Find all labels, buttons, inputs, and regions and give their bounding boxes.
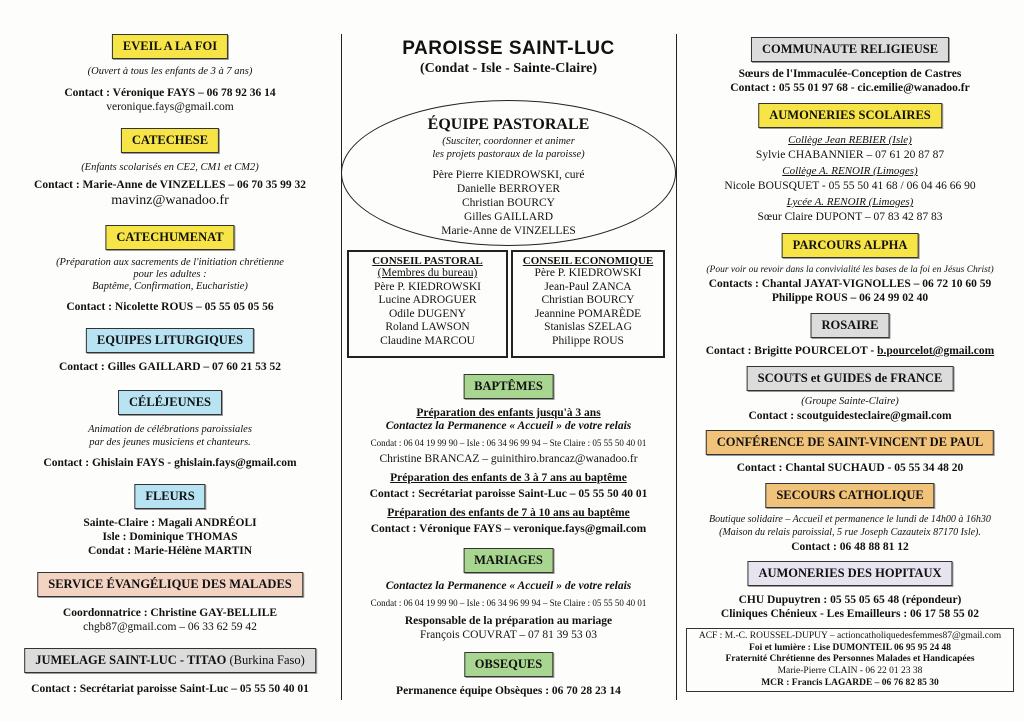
page-title: PAROISSE SAINT-LUC bbox=[402, 38, 615, 59]
catechese-note: (Enfants scolarisés en CE2, CM1 et CM2) bbox=[81, 162, 259, 173]
secours-line-1: Boutique solidaire – Accueil et permanence le lundi de 14h00 à 16h30 bbox=[709, 514, 991, 525]
aumoneries-school-1: Collège Jean REBIER (Isle) bbox=[788, 134, 912, 146]
catechumenat-heading: CATECHUMENAT bbox=[105, 225, 234, 250]
vincent-contact: Contact : Chantal SUCHAUD - 05 55 34 48 20 bbox=[736, 462, 964, 474]
baptemes-line-1: Contactez la Permanence « Accueil » de votre relais bbox=[385, 420, 632, 432]
conseil-pastoral-member: Roland LAWSON bbox=[385, 321, 470, 333]
liturgiques-contact: Contact : Gilles GAILLARD – 07 60 21 53 52 bbox=[58, 361, 281, 373]
conseil-eco-member: Stanislas SZELAG bbox=[544, 321, 632, 333]
malades-line-2: chgb87@gmail.com – 06 33 62 59 42 bbox=[83, 621, 257, 633]
fleurs-line-3: Condat : Marie-Hélène MARTIN bbox=[87, 545, 253, 557]
conseil-pastoral-member: Père P. KIEDROWSKI bbox=[373, 280, 481, 293]
acf-line-1: ACF : M.-C. ROUSSEL-DUPUY – actioncatholiquedesfemmes87@gmail.com bbox=[698, 631, 1002, 641]
alpha-line-1: Contacts : Chantal JAYAT-VIGNOLLES – 06 72 10 60 59 bbox=[708, 278, 992, 290]
alpha-heading: PARCOURS ALPHA bbox=[782, 233, 919, 258]
mariages-heading: MARIAGES bbox=[463, 548, 554, 573]
page-subtitle: (Condat - Isle - Sainte-Claire) bbox=[419, 61, 598, 76]
conseil-pastoral-title: CONSEIL PASTORAL bbox=[372, 255, 483, 267]
vincent-heading: CONFÉRENCE DE SAINT-VINCENT DE PAUL bbox=[706, 430, 994, 455]
conseil-eco-member: Père P. KIEDROWSKI bbox=[534, 267, 642, 279]
conseil-eco-box bbox=[511, 250, 665, 358]
celejeunes-note-1: Animation de célébrations paroissiales bbox=[88, 424, 252, 435]
eveil-contact: Contact : Véronique FAYS – 06 78 92 36 14 bbox=[64, 87, 276, 99]
secours-line-2: (Maison du relais paroissial, 5 rue Joseph Cazauteix 87170 Isle). bbox=[719, 527, 981, 538]
acf-line-2: Foi et lumière : Lise DUMONTEIL 06 95 95 24 48 bbox=[749, 642, 951, 653]
aumoneries-scol-heading: AUMONERIES SCOLAIRES bbox=[758, 103, 942, 128]
baptemes-line-3: Christine BRANCAZ – guinithiro.brancaz@wanadoo.fr bbox=[379, 453, 638, 465]
conseil-pastoral-box bbox=[347, 250, 508, 358]
rosaire-contact-email[interactable]: b.pourcelot@gmail.com bbox=[877, 345, 995, 357]
catechese-email[interactable]: mavinz@wanadoo.fr bbox=[111, 193, 229, 208]
equipe-member: Gilles GAILLARD bbox=[463, 211, 554, 223]
communaute-heading: COMMUNAUTE RELIGIEUSE bbox=[751, 37, 949, 62]
malades-heading: SERVICE ÉVANGÉLIQUE DES MALADES bbox=[37, 572, 303, 597]
alpha-line-2: Philippe ROUS – 06 24 99 02 40 bbox=[771, 292, 929, 304]
mariages-line-2: Condat : 06 04 19 99 90 – Isle : 06 34 96 99 94 – Ste Claire : 05 55 50 40 01 bbox=[370, 598, 647, 608]
right-column bbox=[676, 0, 1024, 722]
celejeunes-heading: CÉLÉJEUNES bbox=[118, 390, 222, 415]
conseil-pastoral-member: Odile DUGENY bbox=[389, 307, 466, 320]
acf-line-5: MCR : Francis LAGARDE – 06 76 82 85 30 bbox=[761, 677, 939, 688]
baptemes-line-4: Contact : Secrétariat paroisse Saint-Luc – 05 55 50 40 01 bbox=[369, 488, 648, 500]
acf-line-4: Marie-Pierre CLAIN - 06 22 01 23 38 bbox=[777, 666, 923, 677]
aumoneries-school-2: Collège A. RENOIR (Limoges) bbox=[782, 165, 918, 177]
obseques-line-1: Permanence équipe Obsèques : 06 70 28 23 14 bbox=[396, 685, 621, 697]
mariages-line-3: Responsable de la préparation au mariage bbox=[404, 615, 613, 627]
acf-box bbox=[686, 628, 1014, 692]
alpha-note: (Pour voir ou revoir dans la convivialité les bases de la foi en Jésus Christ) bbox=[706, 265, 994, 275]
aumoneries-school-3: Lycée A. RENOIR (Limoges) bbox=[786, 196, 914, 208]
conseil-pastoral-member: Claudine MARCOU bbox=[380, 334, 475, 347]
equipe-member: Danielle BERROYER bbox=[456, 183, 561, 195]
secours-line-3: Contact : 06 48 88 81 12 bbox=[791, 541, 909, 553]
eveil-email: veronique.fays@gmail.com bbox=[106, 101, 234, 113]
baptemes-line-5: Contact : Véronique FAYS – veronique.fays@gmail.com bbox=[370, 523, 647, 535]
baptemes-heading: BAPTÊMES bbox=[463, 374, 554, 399]
equipe-note-2: les projets pastoraux de la paroisse) bbox=[432, 149, 585, 160]
hopitaux-heading: AUMONERIES DES HOPITAUX bbox=[747, 561, 952, 586]
rosaire-contact-prefix: Contact : Brigitte POURCELOT - bbox=[705, 345, 878, 357]
baptemes-heading-1: Préparation des enfants jusqu'à 3 ans bbox=[416, 407, 601, 419]
celejeunes-note-2: par des jeunes musiciens et chanteurs. bbox=[89, 437, 251, 448]
equipe-member: Marie-Anne de VINZELLES bbox=[441, 225, 576, 237]
jumelage-title: JUMELAGE SAINT-LUC - TITAO bbox=[35, 653, 227, 667]
communaute-line-1: Sœurs de l'Immaculée-Conception de Castres bbox=[738, 68, 962, 80]
mariages-line-4: François COUVRAT – 07 81 39 53 03 bbox=[419, 629, 598, 641]
conseil-eco-member: Jean-Paul ZANCA bbox=[544, 280, 632, 293]
conseil-pastoral-member: Lucine ADROGUER bbox=[378, 294, 477, 306]
conseil-eco-member: Jeannine POMARÈDE bbox=[534, 307, 642, 320]
fleurs-heading: FLEURS bbox=[134, 484, 205, 509]
hopitaux-line-1: CHU Dupuytren : 05 55 05 65 48 (répondeur) bbox=[738, 594, 962, 606]
catechumenat-note-2: pour les adultes : bbox=[133, 269, 207, 280]
eveil-heading: EVEIL A LA FOI bbox=[112, 34, 228, 59]
catechumenat-note-3: Baptême, Confirmation, Eucharistie) bbox=[92, 281, 248, 292]
mariages-line-1: Contactez la Permanence « Accueil » de votre relais bbox=[385, 580, 632, 592]
obseques-heading: OBSEQUES bbox=[464, 652, 553, 677]
equipe-member: Christian BOURCY bbox=[462, 197, 555, 209]
celejeunes-contact: Contact : Ghislain FAYS - ghislain.fays@gmail.com bbox=[43, 457, 297, 469]
scouts-contact: Contact : scoutguidesteclaire@gmail.com bbox=[748, 410, 952, 422]
liturgiques-heading: EQUIPES LITURGIQUES bbox=[86, 328, 254, 353]
scouts-note: (Groupe Sainte-Claire) bbox=[801, 396, 899, 407]
equipe-member: Père Pierre KIEDROWSKI, curé bbox=[432, 169, 585, 181]
baptemes-heading-3: Préparation des enfants de 7 à 10 ans au baptême bbox=[387, 507, 630, 519]
catechese-heading: CATECHESE bbox=[121, 128, 219, 153]
fleurs-line-2: Isle : Dominique THOMAS bbox=[102, 531, 238, 543]
conseil-eco-member: Philippe ROUS bbox=[552, 334, 624, 347]
baptemes-heading-2: Préparation des enfants de 3 à 7 ans au baptême bbox=[390, 472, 627, 484]
communaute-line-2: Contact : 05 55 01 97 68 - cic.emilie@wanadoo.fr bbox=[730, 82, 970, 94]
aumoneries-contact-3: Sœur Claire DUPONT – 07 83 42 87 83 bbox=[757, 211, 943, 223]
jumelage-heading bbox=[24, 648, 316, 673]
baptemes-line-2: Condat : 06 04 19 99 90 – Isle : 06 34 96 99 94 – Ste Claire : 05 55 50 40 01 bbox=[370, 438, 647, 448]
equipe-title: ÉQUIPE PASTORALE bbox=[427, 116, 590, 133]
scouts-heading: SCOUTS et GUIDES de FRANCE bbox=[747, 366, 954, 391]
center-column bbox=[341, 0, 676, 722]
left-column bbox=[0, 0, 340, 722]
aumoneries-contact-2: Nicole BOUSQUET - 05 55 50 41 68 / 06 04 46 66 90 bbox=[724, 180, 976, 192]
eveil-note: (Ouvert à tous les enfants de 3 à 7 ans) bbox=[87, 66, 253, 77]
jumelage-title-suffix: (Burkina Faso) bbox=[229, 653, 305, 667]
catechumenat-contact: Contact : Nicolette ROUS – 05 55 05 05 56 bbox=[66, 301, 274, 313]
rosaire-contact bbox=[676, 344, 1024, 358]
conseil-eco-title: CONSEIL ECONOMIQUE bbox=[522, 255, 654, 267]
secours-heading: SECOURS CATHOLIQUE bbox=[765, 483, 934, 508]
jumelage-contact: Contact : Secrétariat paroisse Saint-Luc – 05 55 50 40 01 bbox=[31, 683, 309, 695]
equipe-note-1: (Susciter, coordonner et animer bbox=[442, 136, 575, 147]
conseil-eco-member: Christian BOURCY bbox=[541, 294, 635, 306]
malades-line-1: Coordonnatrice : Christine GAY-BELLILE bbox=[62, 607, 278, 619]
catechumenat-note-1: (Préparation aux sacrements de l'initiation chrétienne bbox=[56, 257, 284, 268]
rosaire-heading: ROSAIRE bbox=[811, 313, 890, 338]
aumoneries-contact-1: Sylvie CHABANNIER – 07 61 20 87 87 bbox=[755, 149, 945, 161]
conseil-pastoral-sub: (Membres du bureau) bbox=[377, 267, 478, 279]
acf-line-3: Fraternité Chrétienne des Personnes Malades et Handicapées bbox=[725, 654, 975, 665]
hopitaux-line-2: Cliniques Chénieux - Les Emailleurs : 06 17 58 55 02 bbox=[720, 608, 980, 620]
catechese-contact: Contact : Marie-Anne de VINZELLES – 06 70 35 99 32 bbox=[34, 179, 306, 191]
fleurs-line-1: Sainte-Claire : Magali ANDRÉOLI bbox=[83, 517, 257, 529]
